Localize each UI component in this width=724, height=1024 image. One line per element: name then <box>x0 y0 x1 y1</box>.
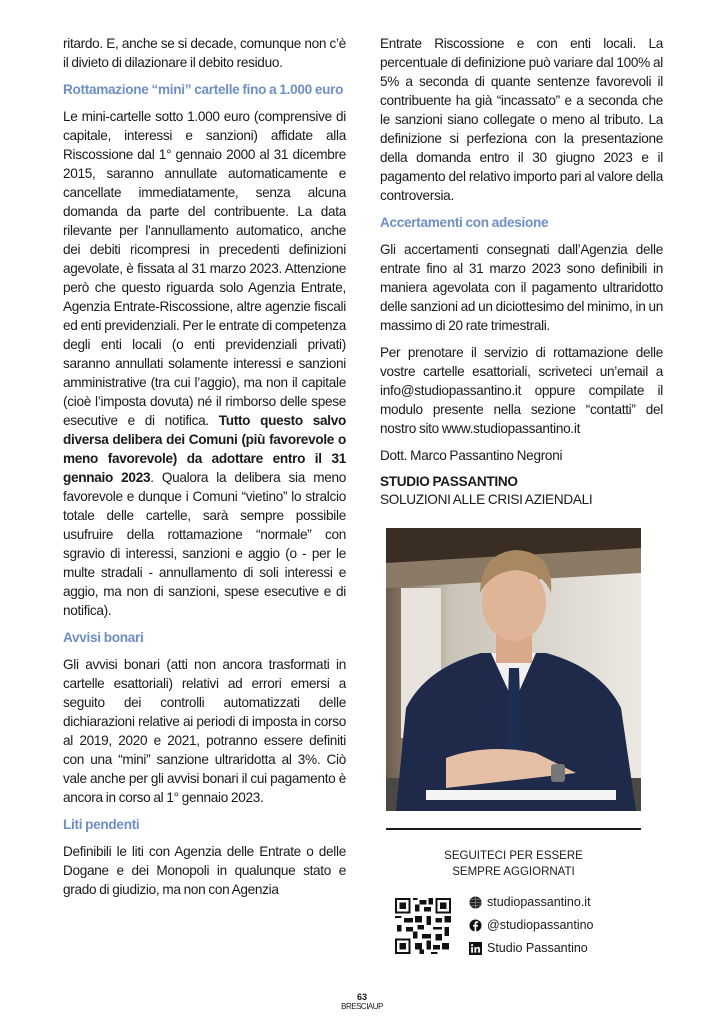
page-footer <box>0 992 724 1012</box>
qr-code[interactable] <box>395 898 451 954</box>
paragraph: Gli accertamenti consegnati dall’Agenzia delle entrate fino al 31 marzo 2023 sono definibili in maniera agevolata con il pagamento ultraridotto delle sanzioni ad un diciottesimo del minimo, in un massimo di 20 rate trimestrali. <box>380 242 663 333</box>
social-link-label: studiopassantino.it <box>487 895 591 909</box>
magazine-brand: BRESCIAUP <box>341 1002 383 1011</box>
linkedin-icon <box>469 942 482 955</box>
paragraph: ritardo. E, anche se si decade, comunque non c’è il divieto di dilazionare il debito residuo. <box>63 36 346 70</box>
section-heading-avvisi-bonari: Avvisi bonari <box>63 630 144 645</box>
social-link-label: @studiopassantino <box>487 918 594 932</box>
facebook-icon <box>469 919 482 932</box>
signature: Dott. Marco Passantino Negroni <box>380 448 563 463</box>
follow-line-1: SEGUITECI PER ESSERE <box>444 850 583 862</box>
globe-icon <box>469 896 482 909</box>
paragraph-text: . Qualora la delibera sia meno favorevole e dunque i Comuni “vietino” lo stralcio totale delle cartelle, sarà sempre possibile usufruire della rottamazione “normale” con sgravio di interessi, sanzioni e aggio (o - per le multe stradali - annullamento di soli interessi e aggio, ma non di sanzioni, spese esecutive e di notifica). <box>63 470 346 618</box>
studio-name: STUDIO PASSANTINO <box>380 474 518 489</box>
follow-us-text <box>386 848 641 880</box>
section-heading-liti-pendenti: Liti pendenti <box>63 817 140 832</box>
paragraph-text: Le mini-cartelle sotto 1.000 euro (comprensive di capitale, interessi e sanzioni) affidate alla Riscossione dal 1° gennaio 2000 al 31 dicembre 2015, saranno annullate automaticamente e cancellate immediatamente, senza alcuna domanda da parte del contribuente. La data rilevante per l'annullamento automatico, anche dei debiti ricompresi in precedenti definizioni agevolate, è fissata al 31 marzo 2023. Attenzione però che questo riguarda solo Agenzia Entrate, Agenzia Entrate-Riscossione, altre agenzie fiscali ed enti previdenziali. Per le entrate di competenza degli enti locali (o enti previdenziali privati) saranno annullati solamente interessi e sanzioni amministrative (tra cui l’aggio), ma non il capitale (cioè l’imposta dovuta) né il rimborso delle spese esecutive e di notifica. <box>63 109 346 428</box>
social-link-label: Studio Passantino <box>487 941 588 955</box>
follow-line-2: SEMPRE AGGIORNATI <box>452 866 575 878</box>
section-heading-rottamazione-mini: Rottamazione “mini” cartelle fino a 1.000 euro <box>63 82 344 97</box>
studio-tagline: SOLUZIONI ALLE CRISI AZIENDALI <box>380 492 593 507</box>
paragraph <box>63 107 346 620</box>
portrait-image <box>386 528 641 811</box>
paragraph-contact: Per prenotare il servizio di rottamazione delle vostre cartelle esattoriali, scriveteci un’email a info@studiopassantino.it oppure compilate il modulo presente nella sezione “contatti” del nostro sito www.studiopassantino.it <box>380 345 663 436</box>
paragraph: Entrate Riscossione e con enti locali. La percentuale di definizione può variare dal 100% al 5% a seconda di quante sentenze favorevoli il contribuente ha già “incassato” e a seconda che le sanzioni siano collegate o meno al tributo. La definizione si perfeziona con la presentazione della domanda entro il 30 giugno 2023 e il pagamento del relativo importo pari al valore della controversia. <box>380 36 663 203</box>
author-photo <box>386 528 641 811</box>
paragraph: Gli avvisi bonari (atti non ancora trasformati in cartelle esattoriali) relativi ad errori emersi a seguito dei controlli automatizzati delle dichiarazioni relative ai periodi di imposta in corso al 2019, 2020 e 2021, potranno essere definiti con una “mini” sanzione ultraridotta al 3%. Ciò vale anche per gli avvisi bonari il cui pagamento è ancora in corso al 1° gennaio 2023. <box>63 657 346 805</box>
divider <box>386 828 641 830</box>
page-number: 63 <box>356 992 367 1002</box>
social-link-facebook[interactable] <box>469 918 594 932</box>
left-column <box>63 34 346 907</box>
paragraph: Definibili le liti con Agenzia delle Entrate o delle Dogane e dei Monopoli in qualunque stato e grado di giudizio, ma non con Agenzia <box>63 844 346 897</box>
right-column <box>380 34 663 509</box>
paragraph-bold-text: Tutto questo salvo diversa delibera dei Comuni (più favorevole o meno favorevole) da adottare entro il 31 gennaio 2023 <box>63 413 346 485</box>
social-link-linkedin[interactable] <box>469 941 588 955</box>
social-link-website[interactable] <box>469 895 591 909</box>
section-heading-accertamenti: Accertamenti con adesione <box>380 215 549 230</box>
